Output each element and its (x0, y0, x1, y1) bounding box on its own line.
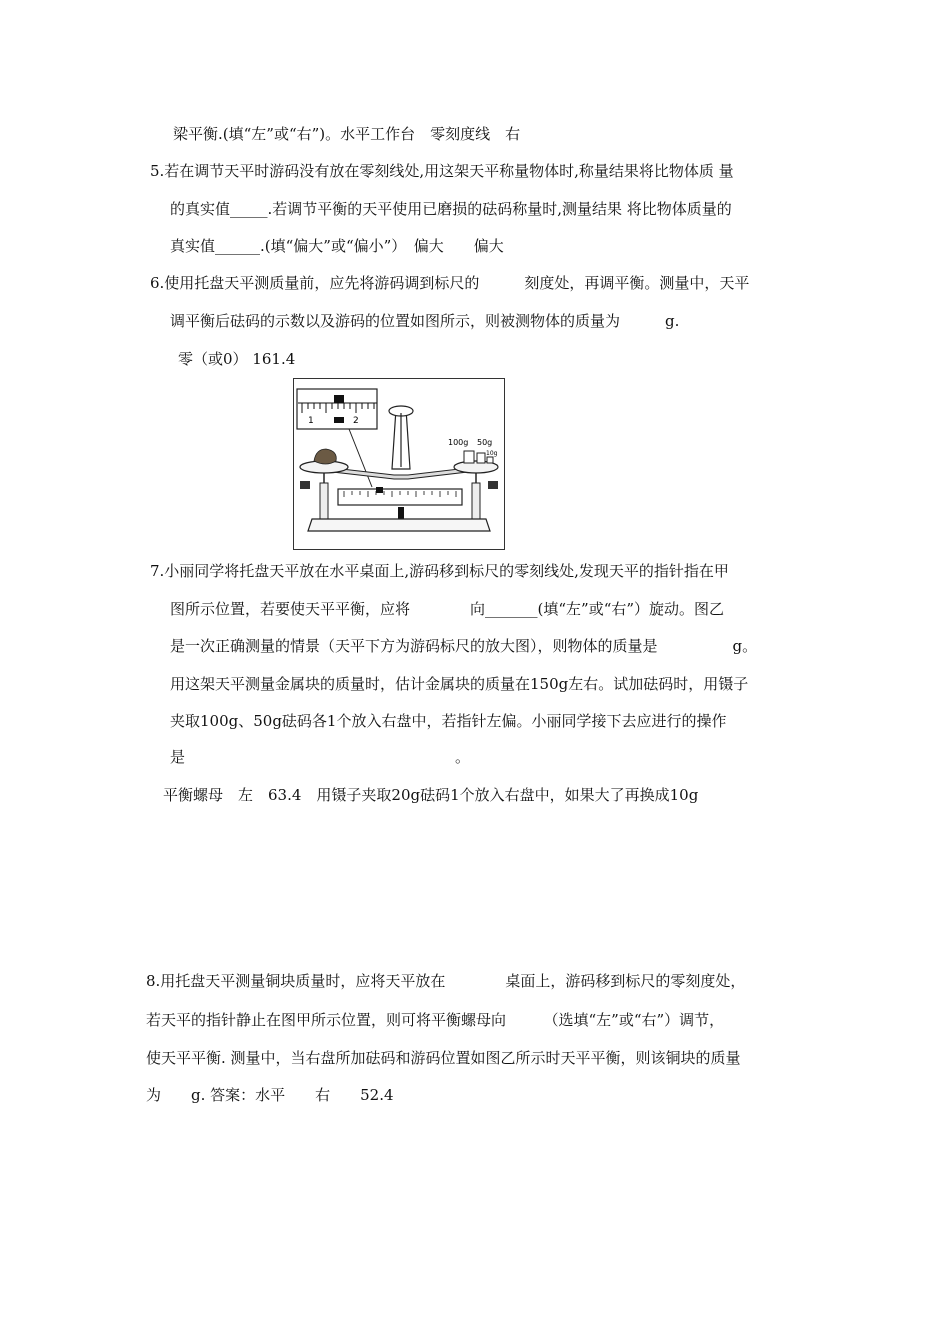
right-balance-nut (488, 481, 498, 489)
left-balance-nut (300, 481, 310, 489)
right-column (472, 483, 480, 519)
scale-label-1: 1 (308, 416, 314, 426)
balance-base (308, 519, 490, 531)
rider-magnified (334, 395, 344, 403)
left-column (320, 483, 328, 519)
weight-50g-label: 50g (477, 438, 493, 447)
rider-on-scale (376, 487, 383, 493)
question-7-line-6: 是 。 (170, 748, 471, 766)
weight-100g-label: 100g (448, 438, 469, 447)
scale-label-2: 2 (353, 416, 359, 426)
stone (314, 449, 336, 464)
question-6-answer: 零（或0） 161.4 (178, 350, 296, 368)
weight-10g-block (487, 457, 493, 463)
question-6-line-1: 6.使用托盘天平测质量前，应先将游码调到标尺的 刻度处，再调平衡。测量中，天平 (150, 274, 750, 292)
question-8-line-4: 为 g. 答案：水平 右 52.4 (146, 1086, 394, 1104)
question-5-line-3: 真实值______.(填“偏大”或“偏小”） 偏大 偏大 (170, 237, 504, 255)
question-7-line-1: 7.小丽同学将托盘天平放在水平桌面上,游码移到标尺的零刻线处,发现天平的指针指在甲 (150, 562, 729, 580)
rider-magnified-bottom (334, 417, 344, 423)
question-7-line-3: 是一次正确测量的情景（天平下方为游码标尺的放大图），则物体的质量是 g。 (170, 637, 758, 655)
question-7-answer: 平衡螺母 左 63.4 用镊子夹取20g砝码1个放入右盘中，如果大了再换成10g (163, 786, 699, 804)
question-8-line-1: 8.用托盘天平测量铜块质量时，应将天平放在 桌面上，游码移到标尺的零刻度处， (146, 972, 746, 990)
callout-line (349, 429, 372, 487)
question-5-line-2: 的真实值_____.若调节平衡的天平使用已磨损的砝码称量时,测量结果 将比物体质量的 (170, 200, 732, 218)
question-6-line-2: 调平衡后砝码的示数以及游码的位置如图所示，则被测物体的质量为 g. (170, 312, 680, 330)
weight-10g-label: 10g (486, 450, 498, 457)
line-q4-end: 梁平衡.(填“左”或“右”)。水平工作台 零刻度线 右 (173, 125, 521, 143)
question-5-line-1: 5.若在调节天平时游码没有放在零刻线处,用这架天平称量物体时,称量结果将比物体质 量 (150, 162, 734, 180)
question-7-line-5: 夹取100g、50g砝码各1个放入右盘中，若指针左偏。小丽同学接下去应进行的操作 (170, 712, 727, 730)
question-7-line-4: 用这架天平测量金属块的质量时，估计金属块的质量在150g左右。试加砝码时，用镊子 (170, 675, 749, 693)
question-8-line-2: 若天平的指针静止在图甲所示位置，则可将平衡螺母向 （选填“左”或“右”）调节， (146, 1011, 725, 1029)
question-8-line-3: 使天平平衡. 测量中，当右盘所加砝码和游码位置如图乙所示时天平平衡，则该铜块的质量 (146, 1049, 741, 1067)
balance-figure (293, 378, 505, 550)
question-7-line-2: 图所示位置，若要使天平平衡，应将 向_______(填“左”或“右”）旋动。图乙 (170, 600, 725, 618)
balance-diagram (294, 379, 504, 549)
weight-50g-block (477, 453, 485, 463)
weight-100g-block (464, 451, 474, 463)
